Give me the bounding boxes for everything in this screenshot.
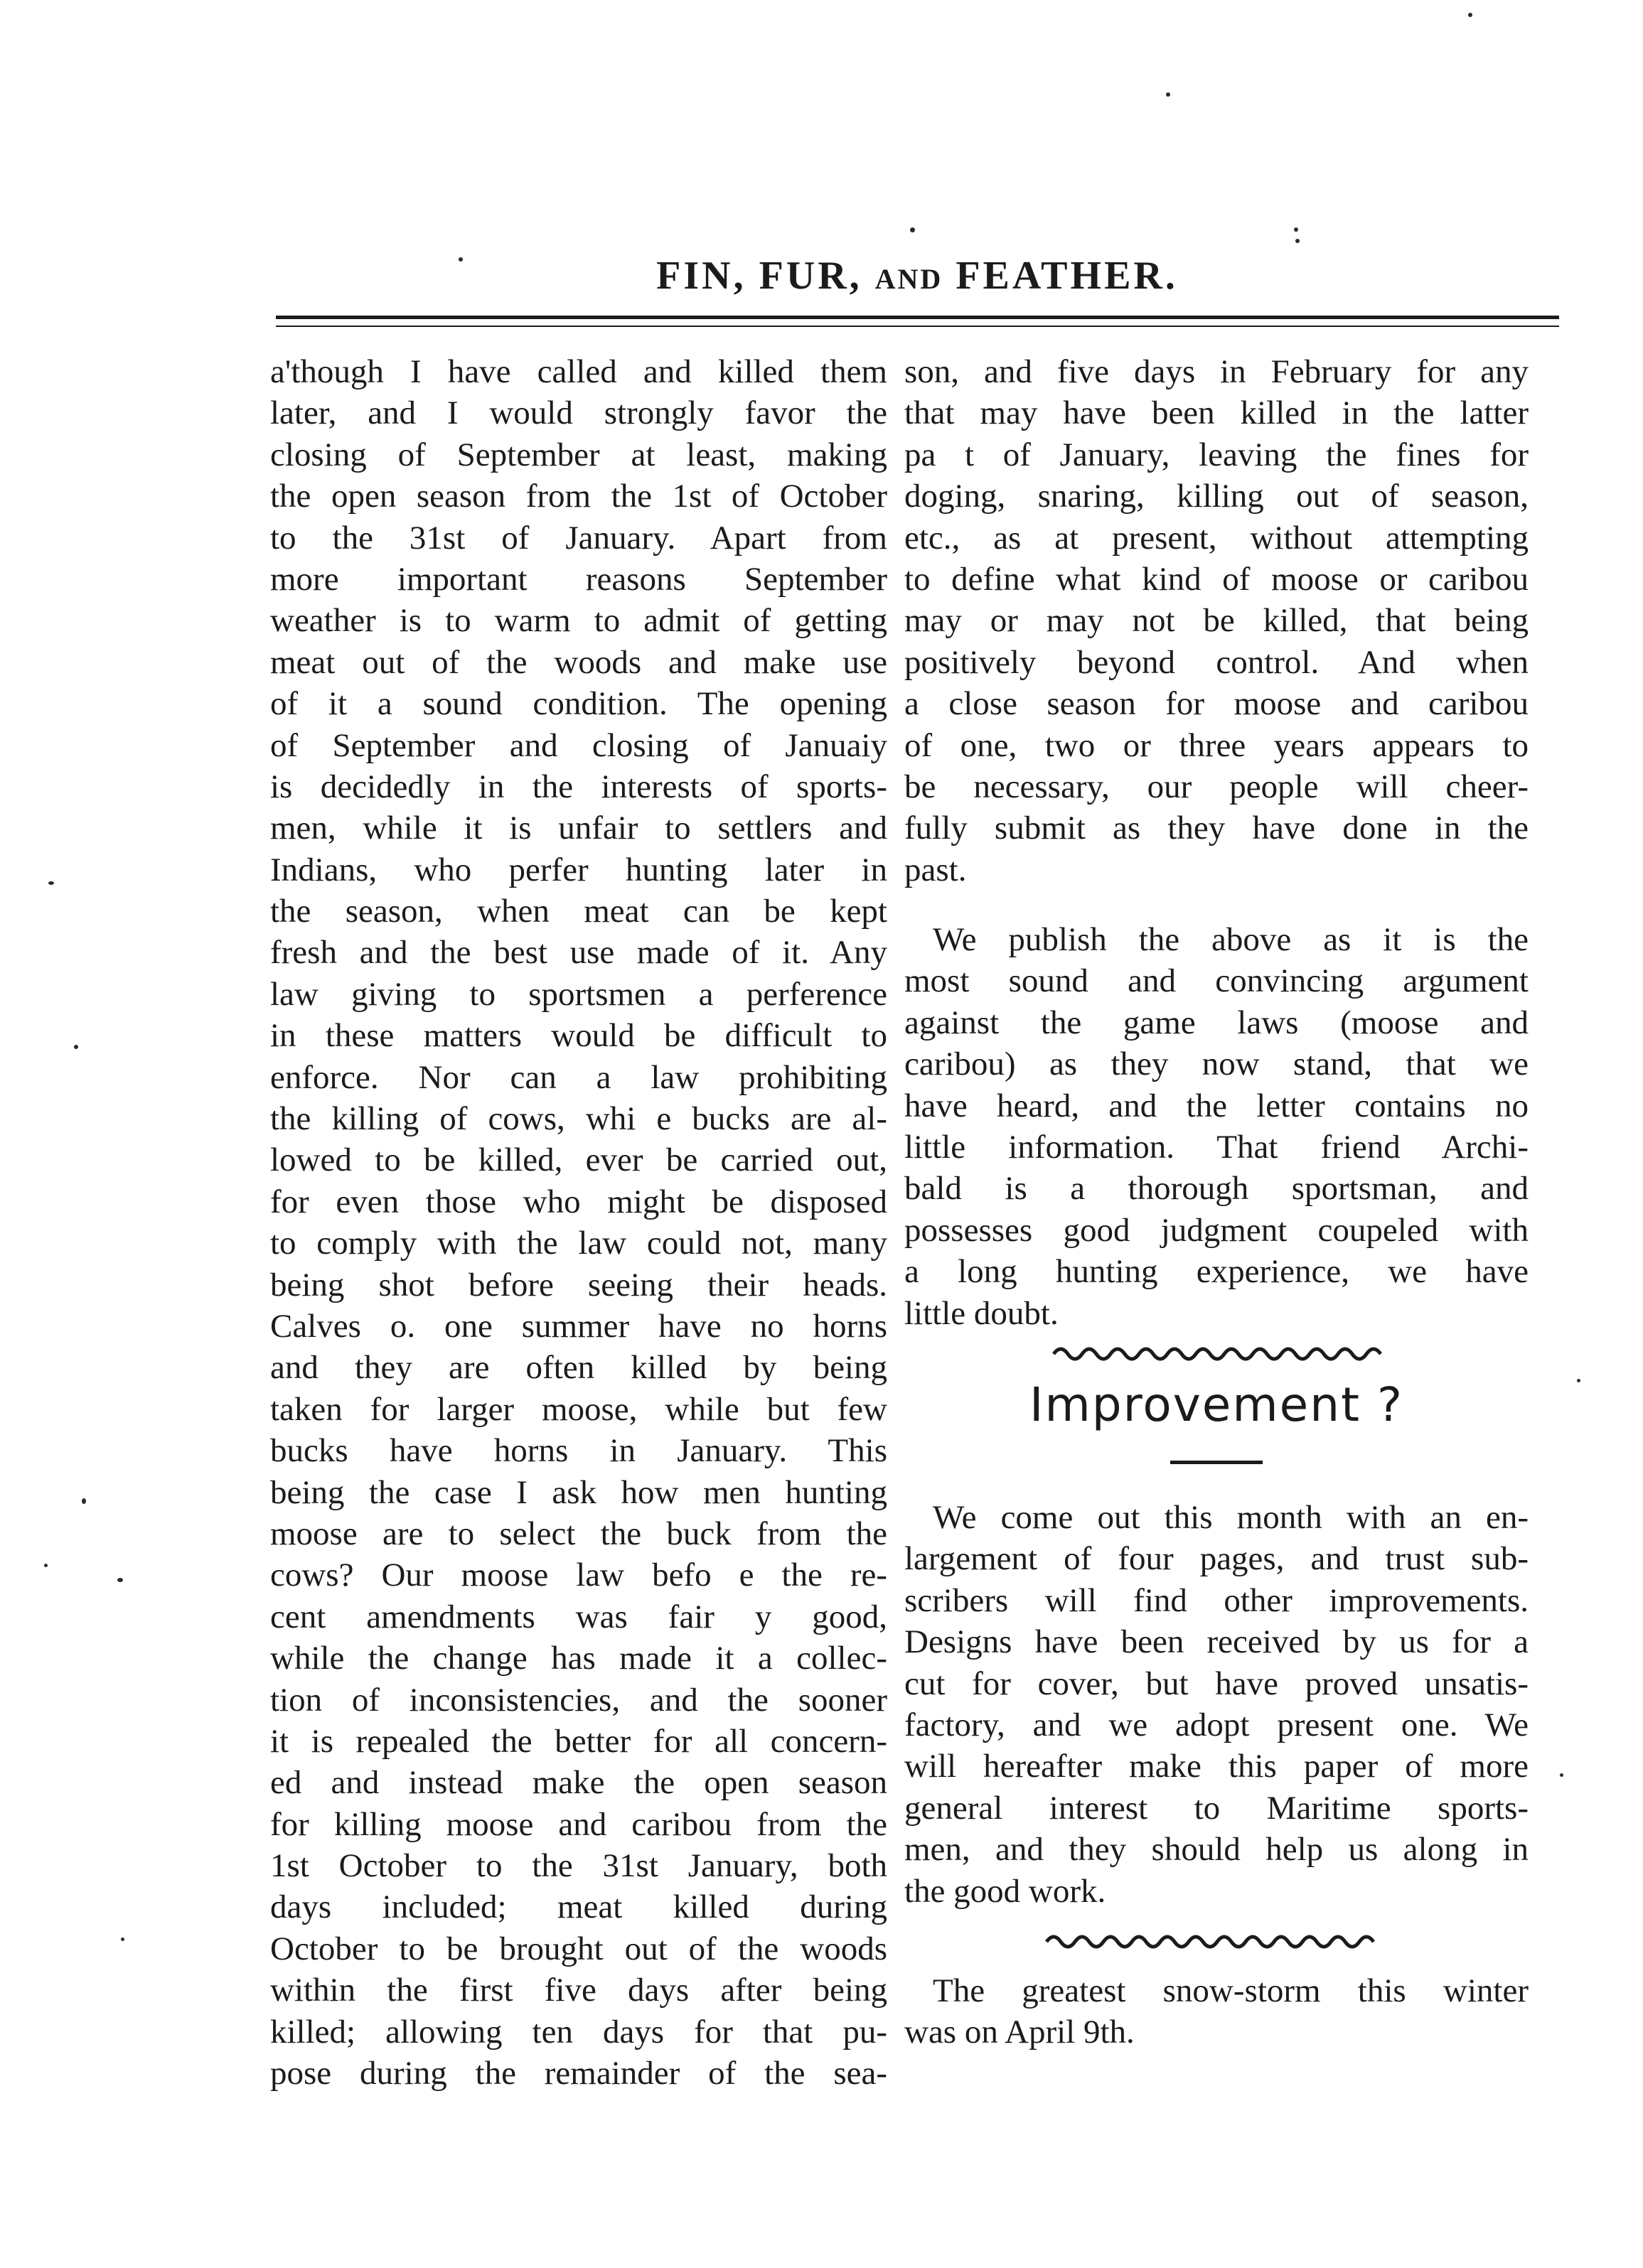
text-line: days included; meat killed during (270, 1888, 887, 1926)
page-header (277, 253, 1557, 299)
text-line: later, and I would strongly favor the (270, 394, 887, 432)
text-line: was on April 9th. (904, 2014, 1135, 2051)
wavy-divider (904, 1341, 1529, 1367)
text-line: a'though I have called and killed them (270, 353, 887, 390)
text-line: caribou) as they now stand, that we (904, 1046, 1529, 1083)
text-line: a close season for moose and caribou (904, 685, 1529, 723)
text-line: We publish the above as it is the (933, 921, 1529, 959)
text-line: closing of September at least, making (270, 436, 887, 473)
text-line: within the first five days after being (270, 1972, 887, 2009)
header-title-part1: FIN, FUR, (656, 254, 875, 298)
text-line: the killing of cows, whi e bucks are al- (270, 1100, 887, 1138)
title-underline-rule (1170, 1461, 1263, 1464)
header-rule-thin (276, 326, 1559, 327)
text-line: of one, two or three years appears to (904, 726, 1529, 764)
text-line: etc., as at present, without attempting (904, 519, 1529, 557)
text-line: Calves o. one summer have no horns (270, 1307, 887, 1345)
text-line: taken for larger moose, while but few (270, 1390, 887, 1428)
text-line: The greatest snow-storm this winter (933, 1972, 1529, 2009)
text-line: weather is to warm to admit of getting (270, 602, 887, 640)
scan-speck (74, 1045, 78, 1049)
text-line: will hereafter make this paper of more (904, 1748, 1529, 1785)
text-line: for killing moose and caribou from the (270, 1805, 887, 1843)
text-line: factory, and we adopt present one. We (904, 1706, 1529, 1743)
text-line: son, and five days in February for any (904, 353, 1529, 390)
text-line: being the case I ask how men hunting (270, 1473, 887, 1511)
text-line: scribers will find other improvements. (904, 1581, 1529, 1619)
text-line: have heard, and the letter contains no (904, 1087, 1529, 1124)
text-line: Designs have been received by us for a (904, 1623, 1529, 1661)
text-line: the good work. (904, 1872, 1106, 1910)
text-line: the season, when meat can be kept (270, 893, 887, 930)
text-line: for even those who might be disposed (270, 1183, 887, 1220)
text-line: and they are often killed by being (270, 1349, 887, 1387)
text-line: cent amendments was fair y good, (270, 1598, 887, 1635)
text-line: moose are to select the buck from the (270, 1515, 887, 1552)
text-line: of it a sound condition. The opening (270, 685, 887, 723)
text-line: cut for cover, but have proved unsatis- (904, 1665, 1529, 1702)
text-line: of September and closing of Januaiy (270, 726, 887, 764)
text-line: positively beyond control. And when (904, 643, 1529, 681)
text-line: men, and they should help us along in (904, 1831, 1529, 1869)
text-line: past. (904, 851, 967, 888)
text-line: that may have been killed in the latter (904, 394, 1529, 432)
text-line: bald is a thorough sportsman, and (904, 1170, 1529, 1208)
scan-speck (1468, 13, 1472, 17)
text-line: tion of inconsistencies, and the sooner (270, 1681, 887, 1719)
scan-speck (82, 1498, 86, 1504)
text-line: may or may not be killed, that being (904, 602, 1529, 640)
text-line: bucks have horns in January. This (270, 1432, 887, 1470)
text-line: fully submit as they have done in the (904, 810, 1529, 847)
improvement-paragraph (904, 1497, 1529, 1912)
scan-speck (1294, 227, 1298, 232)
paragraph-gap (904, 891, 1529, 919)
text-line: to define what kind of moose or caribou (904, 560, 1529, 598)
text-line: killed; allowing ten days for that pu- (270, 2013, 887, 2051)
text-line: most sound and convincing argument (904, 962, 1529, 1000)
scan-speck (117, 1578, 123, 1582)
header-rule-thick (276, 316, 1559, 319)
wavy-divider (904, 1929, 1529, 1955)
text-line: ed and instead make the open season (270, 1764, 887, 1802)
scan-speck (459, 257, 463, 262)
scan-speck (1166, 92, 1170, 97)
text-line: October to be brought out of the woods (270, 1930, 887, 1967)
text-line: cows? Our moose law befo e the re- (270, 1557, 887, 1594)
left-column (270, 351, 887, 2094)
text-line: possesses good judgment coupeled with (904, 1211, 1529, 1249)
editorial-comment-paragraph (904, 919, 1529, 1334)
scan-speck (48, 881, 54, 885)
scan-speck (1295, 239, 1300, 243)
text-line: law giving to sportsmen a perference (270, 975, 887, 1013)
text-line: to comply with the law could not, many (270, 1225, 887, 1262)
text-line: Indians, who perfer hunting later in (270, 851, 887, 888)
text-line: doging, snaring, killing out of season, (904, 478, 1529, 515)
paragraph-gap (904, 1955, 1529, 1970)
text-line: largement of four pages, and trust sub- (904, 1540, 1529, 1578)
text-line: pose during the remainder of the sea- (270, 2055, 887, 2092)
scan-speck (121, 1938, 124, 1941)
header-title-part2: FEATHER. (943, 254, 1178, 298)
snowstorm-note-paragraph (904, 1970, 1529, 2053)
scan-speck (1577, 1379, 1580, 1382)
text-line: 1st October to the 31st January, both (270, 1847, 887, 1885)
text-line: We come out this month with an en- (933, 1498, 1529, 1536)
scan-speck (44, 1564, 48, 1567)
scan-speck (910, 227, 915, 232)
text-line: in these matters would be difficult to (270, 1017, 887, 1055)
text-line: meat out of the woods and make use (270, 643, 887, 681)
text-line: to the 31st of January. Apart from (270, 519, 887, 557)
text-line: the open season from the 1st of October (270, 478, 887, 515)
text-line: be necessary, our people will cheer- (904, 768, 1529, 805)
scan-speck (1560, 1773, 1563, 1777)
text-line: it is repealed the better for all concern- (270, 1722, 887, 1760)
letter-continuation-paragraph (904, 351, 1529, 891)
text-line: more important reasons September (270, 560, 887, 598)
right-column (904, 351, 1529, 2053)
text-line: lowed to be killed, ever be carried out, (270, 1141, 887, 1179)
text-line: while the change has made it a collec- (270, 1640, 887, 1677)
text-line: pa t of January, leaving the fines for (904, 436, 1529, 473)
text-line: enforce. Nor can a law prohibiting (270, 1058, 887, 1096)
text-line: little doubt. (904, 1294, 1059, 1332)
text-line: is decidedly in the interests of sports- (270, 768, 887, 805)
text-line: little information. That friend Archi- (904, 1129, 1529, 1166)
text-line: general interest to Maritime sports- (904, 1789, 1529, 1827)
section-title: Improvement ? (1029, 1377, 1403, 1432)
text-line: men, while it is unfair to settlers and (270, 810, 887, 847)
text-line: a long hunting experience, we have (904, 1253, 1529, 1291)
header-title-and: AND (874, 263, 943, 295)
text-line: being shot before seeing their heads. (270, 1266, 887, 1304)
text-line: fresh and the best use made of it. Any (270, 934, 887, 972)
text-line: against the game laws (moose and (904, 1004, 1529, 1041)
